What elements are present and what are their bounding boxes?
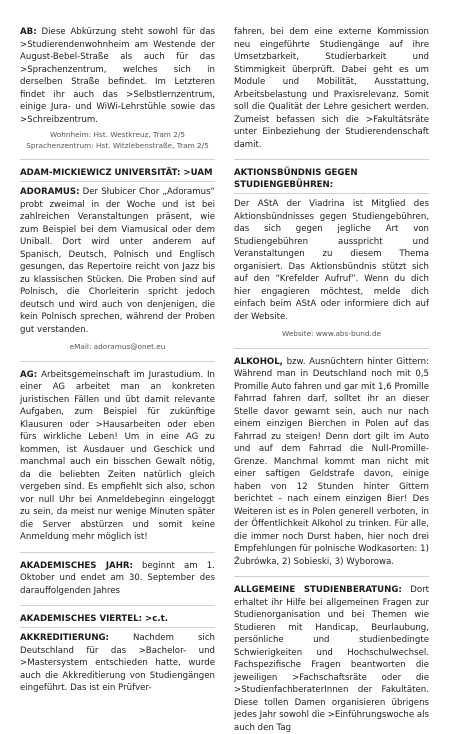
entry-akademisches-jahr	[20, 560, 215, 598]
entry-text: Arbeitsgemeinschaft im Jurastudium. In einer AG arbeitet man an konkreten juristischen Fällen und übt damit relevante Aufgaben, zum Beispiel für zukünftige Klausuren oder >Hausarbeiten oder eben fürs wirkliche Leben! Um in eine AG zu kommen, ist Ausdauer und Geschick und manchmal auch ein bisschen Gewalt nötig, da die beliebten Zeiten natürlich gleich vergeben sind. Es empfiehlt sich also, schon vor null Uhr bei Anmeldebeginn eingeloggt zu sein, da meist nur wenige Minuten später die Server abstürzen und somit keine Anmeldung mehr möglich ist!	[20, 369, 215, 542]
entry-term: AKADEMISCHES JAHR:	[20, 560, 133, 571]
entry-text: Diese Abkürzung steht sowohl für das >Studierendenwohnheim am Westende der August-Bebel-Straße als auch für das >Sprachenzentrum, welches sich in derselben Straße befindet. Im Letzteren findet ihr auch das >Selbstlernzentrum, einige Jura- und WiWi-Lehrstühle sowie das >Schreibzentrum.	[20, 27, 215, 125]
divider	[20, 552, 215, 553]
entry-text: bzw. Ausnüchtern hinter Gittern: Während man in Deutschland noch mit 0,5 Promille Auto fahren und gar mit 1,6 Promille Fahrrad fahren darf, solltet ihr an dieser Stelle davor gewarnt sein, auch nur nach einem einzigen Bierchen in Polen auf das Fahrrad zu steigen! Denn dort gilt im Auto und auf dem Fahrrad die Null-Promille-Grenze. Manchmal kommt man nicht mit einer saftigen Geldstrafe davon, einige haben von 12 Stunden hinter Gittern berichtet – nach einem einzigen Bier! Des Weiteren ist es in Polen generell verboten, in der Öffentlichkeit Alkohol zu trinken. Für alle, die immer noch Durst haben, hier noch drei Empfehlungen für polnische Wodkasorten: 1) Żubrówka, 2) Sobieski, 3) Wyborowa.	[234, 356, 429, 567]
entry-akkreditierung-continued: fahren, bei dem eine externe Kommission neu eingeführte Studiengänge auf ihre Umsetzbarkeit, Studierbarkeit und Stimmigkeit überprüft. Dabei geht es um Module und Mobilität, Ausstattung, Arbeitsbelastung und Praxisrelevanz. Somit soll die Qualität der Lehre gesichert werden. Zumeist befassen sich die >Fakultätsräte unter Einbeziehung der Studierendenschaft damit.	[234, 27, 429, 150]
entry-alkohol	[234, 356, 429, 569]
left-column	[20, 26, 215, 695]
aktionsbuendnis-website: Website: www.abs-bund.de	[282, 329, 381, 338]
entry-allgemeine-studienberatung	[234, 584, 429, 734]
entry-akkreditierung	[20, 632, 215, 695]
entry-adoramus	[20, 186, 215, 336]
entry-text: Der Słubicer Chor „Adoramus“ probt zweimal in der Woche und ist bei zahlreichen Veranstaltungen präsent, wie zum Beispiel bei dem Viamusical oder dem Uniball. Dort wird unter anderem auf Spanisch, Deutsch, Polnisch und Englisch gesungen, das Repertoire reicht von Jazz bis zu klassischen Stücken. Die Proben sind auf Polnisch, die Chorleiterin spricht jedoch deutsch und wird auch von denjenigen, die kein Polnisch sprechen, während der Proben gut verstanden.	[20, 187, 215, 335]
entry-term: ALLGEMEINE STUDIENBERATUNG:	[234, 585, 402, 595]
divider	[20, 361, 215, 362]
entry-term: AB:	[20, 27, 37, 37]
divider	[20, 605, 215, 606]
entry-text: Nachdem sich Deutschland für das >Bachelor- und >Mastersystem entschieden hatte, wurde auch die Akkreditierung von Studiengängen eingeführt. Das ist ein Prüfver-	[20, 633, 215, 693]
entry-aktionsbuendnis: Der AStA der Viadrina ist Mitglied des Aktionsbündnisses gegen Studiengebühren, das sich gegen jegliche Art von Studiengebühren ausspricht und Veranstaltungen zu diesem Thema organisiert. Das Aktionsbündnis stützt sich auf den “Krefelder Aufruf”. Wenn du dich hier engagieren möchtest, melde dich einfach beim AStA oder informiere dich auf der Website.	[234, 199, 429, 322]
entry-text: Dort erhaltet ihr Hilfe bei allgemeinen Fragen zur Studienorganisation und bei Themen wie Studieren mit Handicap, Beurlaubung, persönliche und studienbedingte Schwierigkeiten und Hochschulwechsel. Fachspezifische Fragen beantworten die jeweiligen >Fachschaftsräte oder die >StudienfachberaterInnen der Fakultäten. Diese tollen Damen organisieren übrigens jedes Jahr sowohl die >Einführungswoche als auch den Tag	[234, 585, 429, 733]
entry-term: AG:	[20, 369, 38, 380]
entry-term: ADORAMUS:	[20, 187, 80, 197]
right-column	[234, 26, 429, 734]
entry-uam-heading: ADAM-MICKIEWICZ UNIVERSITÄT: >UAM	[20, 167, 215, 182]
entry-term: AKKREDITIERUNG:	[20, 633, 109, 643]
divider	[234, 576, 429, 577]
entry-ab	[20, 26, 215, 126]
divider	[234, 159, 429, 160]
entry-aktionsbuendnis-heading: AKTIONSBÜNDNIS GEGEN STUDIENGEBÜHREN:	[234, 167, 429, 194]
adoramus-email: eMail: adoramus@onet.eu	[69, 342, 166, 351]
divider	[234, 348, 429, 349]
entry-term: ALKOHOL,	[234, 356, 283, 367]
entry-text: beginnt am 1. Oktober und endet am 30. September des darauffolgenden Jahres	[20, 560, 215, 596]
entry-ag	[20, 369, 215, 544]
entry-akademisches-viertel-heading: AKADEMISCHES VIERTEL: >c.t.	[20, 613, 215, 628]
address-wohnheim: Wohnheim: Hst. Westkreuz, Tram 2/5	[50, 130, 185, 139]
divider	[20, 159, 215, 160]
address-sprachenzentrum: Sprachenzentrum: Hst. Witzlebenstraße, Tram 2/5	[26, 140, 209, 150]
